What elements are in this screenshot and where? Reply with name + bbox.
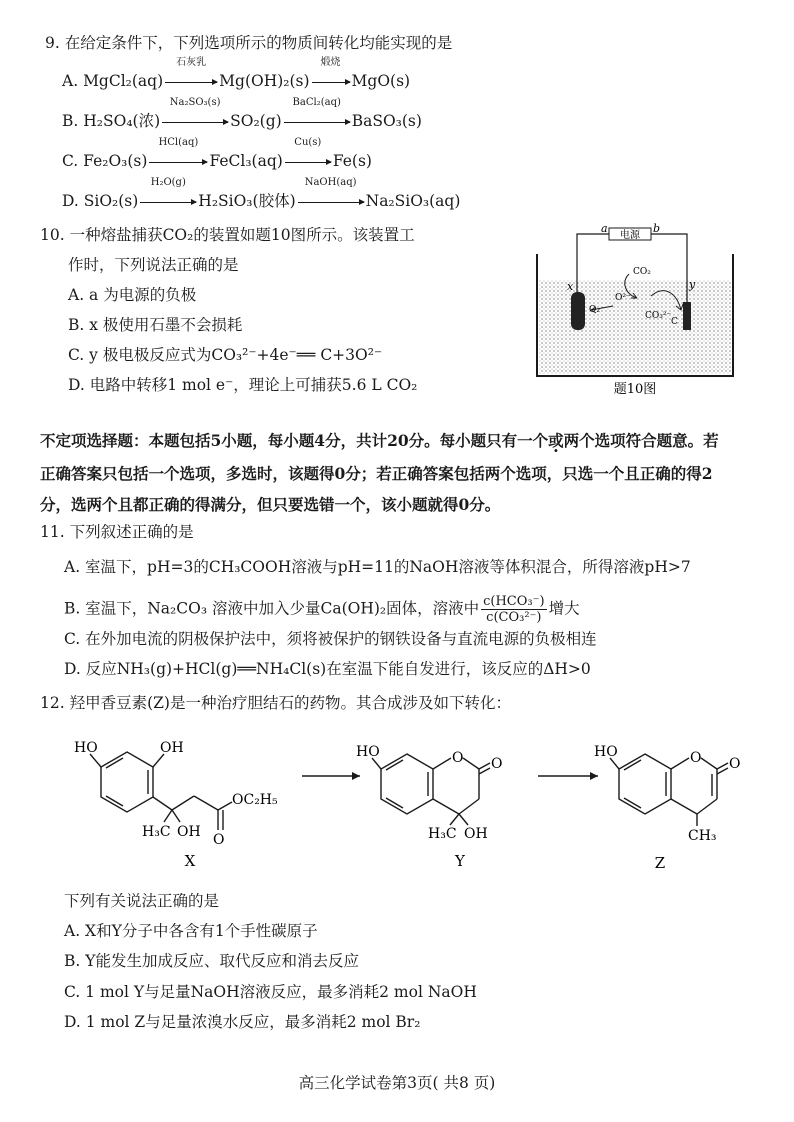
terminal-b-label: b [653,222,661,235]
q10-stem-line2: 作时，下列说法正确的是 [68,256,239,274]
electrolysis-figure [525,218,745,400]
q9-c-s2: FeCl₃(aq) [209,152,283,170]
q9-a-arrow2 [312,57,350,92]
q12-stem: 12. 羟甲香豆素(Z)是一种治疗胆结石的药物。其合成涉及如下转化： [40,694,511,712]
q9-d-arrow1 [140,177,196,212]
z-compound-label: Z [654,854,666,872]
q12-option-c: C. 1 mol Y与足量NaOH溶液反应，最多消耗2 mol NaOH [64,983,477,1001]
q10-option-c: C. y 极电极反应式为CO₃²⁻+4e⁻══ C+3O²⁻ [68,346,383,364]
q9-a-cond2: 煅烧 [320,57,341,68]
z-ho-label: HO [594,744,618,760]
q9-c-cond1: HCl(aq) [158,137,199,148]
q11-option-d: D. 反应NH₃(g)+HCl(g)══NH₄Cl(s)在室温下能自发进行，该反应的ΔH>0 [64,660,591,678]
q9-c-arrow2 [285,137,331,172]
section-intro-line3: 分，选两个且都正确的得满分，但只要选错一个，该小题就得0分。 [40,495,501,514]
q10-stem-line1: 10. 一种熔盐捕获CO₂的装置如题10图所示。该装置工 [40,226,415,244]
z-methyl-label: CH₃ [688,828,717,844]
y-carbonyl-o-label: O [491,756,503,772]
y-methyl-label: H₃C [428,826,457,842]
q11-option-c: C. 在外加电流的阴极保护法中，须将被保护的钢铁设备与直流电源的负极相连 [64,630,597,648]
q9-c-label: C. [62,152,79,170]
q11-b-numerator: c(HCO₃⁻) [483,594,545,609]
q9-option-a [62,57,411,92]
reaction-arrowhead-1 [352,772,360,780]
z-ring-o-label: O [690,750,702,766]
q12-option-a: A. X和Y分子中各含有1个手性碳原子 [64,922,318,940]
carbon-label: C [671,317,678,327]
x-compound-label: X [184,852,196,870]
q9-d-cond1: H₂O(g) [150,177,186,188]
q11-b-denominator: c(CO₃²⁻) [486,610,542,625]
q9-d-label: D. [62,192,79,210]
q10-option-a: A. a 为电源的负极 [68,286,197,304]
molecule-x [90,752,232,830]
q9-a-s2: Mg(OH)₂(s) [219,72,310,90]
q11-stem: 11. 下列叙述正确的是 [40,523,194,541]
q9-d-s2: H₂SiO₃(胶体) [198,192,296,210]
electrode-x-label: x [567,280,574,293]
q10-option-b: B. x 极使用石墨不会损耗 [68,316,243,334]
co2-label: CO₂ [633,267,651,277]
q12-substem: 下列有关说法正确的是 [64,892,220,910]
q9-d-cond2: NaOH(aq) [304,177,357,188]
x-oh-label: OH [160,740,184,756]
q9-option-c [62,137,372,172]
y-compound-label: Y [455,852,465,870]
synthesis-scheme [60,728,750,878]
electrode-y-label: y [689,278,696,291]
q9-d-s1: SiO₂(s) [83,192,139,210]
q9-b-s1: H₂SO₄(浓) [83,112,161,130]
q9-option-b [62,97,422,132]
q9-option-d [62,177,461,212]
q9-c-s1: Fe₂O₃(s) [83,152,148,170]
q9-c-arrow1 [149,137,207,172]
y-ho-label: HO [356,744,380,760]
q9-b-arrow2 [284,97,350,132]
q9-b-label: B. [62,112,79,130]
electrode-y [683,302,691,330]
q9-b-cond2: BaCl₂(aq) [292,97,341,108]
page-footer: 高三化学试卷第3页( 共8 页) [298,1074,496,1092]
section-intro-part1: 不定项选择题：本题包括5小题，每小题4分，共计20分。每小题只有 [40,431,518,450]
section-intro-line2: 正确答案只包括一个选项，多选时，该题得0分；若正确答案包括两个选项，只选一个且正确的得2 [40,464,713,483]
q9-b-s2: SO₂(g) [230,112,282,130]
x-carbonyl-o-label: O [213,832,225,848]
q9-a-arrow1 [165,57,217,92]
q11-option-b [64,594,580,625]
z-carbonyl-o-label: O [729,756,741,772]
q9-d-arrow2 [298,177,364,212]
x-methyl-label: H₃C [142,824,171,840]
section-emphasis: 一个或两个 · [517,431,595,450]
molten-salt [539,280,731,374]
x-ho-label: HO [74,740,98,756]
y-hydroxyl-label: OH [464,826,488,842]
x-hydroxyl-label: OH [177,824,201,840]
q11-b-fraction [481,594,546,625]
q10-option-d: D. 电路中转移1 mol e⁻，理论上可捕获5.6 L CO₂ [68,376,418,394]
power-source-label: 电源 [620,230,640,241]
section-intro-line1 [40,430,719,452]
carbonate-label: CO₃²⁻ [645,311,672,321]
o2-label: O₂ [589,305,600,315]
q12-option-d: D. 1 mol Z与足量浓溴水反应，最多消耗2 mol Br₂ [64,1013,421,1031]
q9-c-cond2: Cu(s) [294,137,322,148]
q9-c-s3: Fe(s) [332,152,372,170]
electrode-x [571,292,585,330]
q9-a-s1: MgCl₂(aq) [83,72,164,90]
q9-d-s3: Na₂SiO₃(aq) [365,192,461,210]
y-ring-o-label: O [452,750,464,766]
molecule-z [610,754,728,826]
q9-b-cond1: Na₂SO₃(s) [169,97,221,108]
molecule-y [372,754,490,825]
figure-caption: 题10图 [613,382,657,397]
q11-b-text: B. 室温下，Na₂CO₃ 溶液中加入少量Ca(OH)₂固体，溶液中 [64,599,480,618]
q9-a-cond1: 石灰乳 [176,57,207,68]
q9-stem: 9. 在给定条件下，下列选项所示的物质间转化均能实现的是 [45,34,453,52]
oxide-ion-label: O²⁻ [615,293,631,303]
q9-a-label: A. [62,72,79,90]
q9-b-arrow1 [162,97,228,132]
terminal-a-label: a [601,222,608,235]
q12-option-b: B. Y能发生加成反应、取代反应和消去反应 [64,952,359,970]
x-ethoxy-label: OC₂H₅ [232,792,278,808]
q11-b-tail: 增大 [548,599,580,618]
section-intro-part2: 选项符合题意。若 [594,431,719,450]
reaction-arrowhead-2 [590,772,598,780]
q11-option-a: A. 室温下，pH=3的CH₃COOH溶液与pH=11的NaOH溶液等体积混合，所得溶液pH>7 [64,558,691,576]
q9-b-s3: BaSO₃(s) [351,112,422,130]
q9-a-s3: MgO(s) [351,72,411,90]
